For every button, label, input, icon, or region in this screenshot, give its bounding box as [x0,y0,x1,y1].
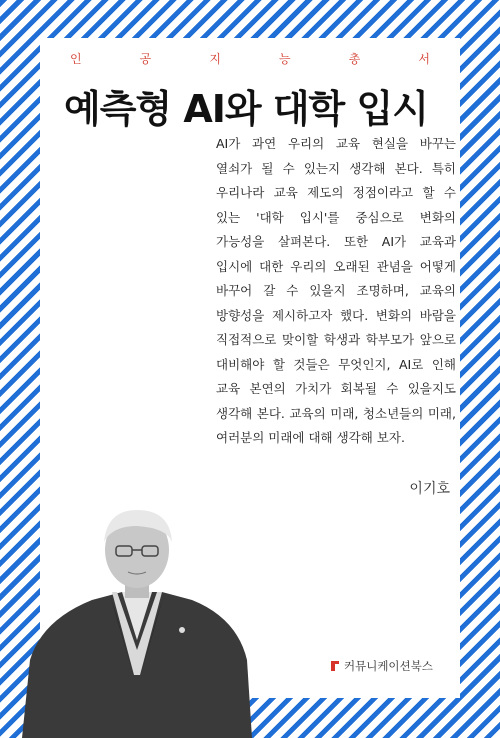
author-name: 이기호 [409,481,450,497]
book-title: 예측형 AI와 대학 입시 [64,87,428,131]
publisher-logo-icon [330,660,340,672]
author-photo [22,500,252,738]
series-char: 지 [209,52,221,66]
publisher [330,658,433,674]
series-char: 공 [139,52,152,66]
series-label [60,50,440,67]
series-char: 능 [279,52,291,66]
series-char: 총 [348,52,361,66]
series-char: 인 [70,52,82,66]
book-description: AI가 과연 우리의 교육 현실을 바꾸는 열쇠가 될 수 있는지 생각해 본다. 특히 우리나라 교육 제도의 정점이라고 할 수 있는 '대학 입시'를 중심으로 변화의 가능성을 살펴본다. 또한 AI가 교육과 입시에 대한 우리의 오래된 관념을 어떻게 바꾸어 갈 수 있을지 조명하며, 교육의 방향성을 제시하고자 했다. 변화의 바람을 직접적으로 맞이할 학생과 학부모가 앞으로 대비해야 할 것들은 무엇인지, AI로 인해 교육 본연의 가치가 회복될 수 있을지도 생각해 본다. 교육의 미래, 청소년들의 미래, 여러분의 미래에 대해 생각해 보자. [216,136,456,445]
series-char: 서 [418,52,430,66]
publisher-name: 커뮤니케이션북스 [344,659,433,673]
